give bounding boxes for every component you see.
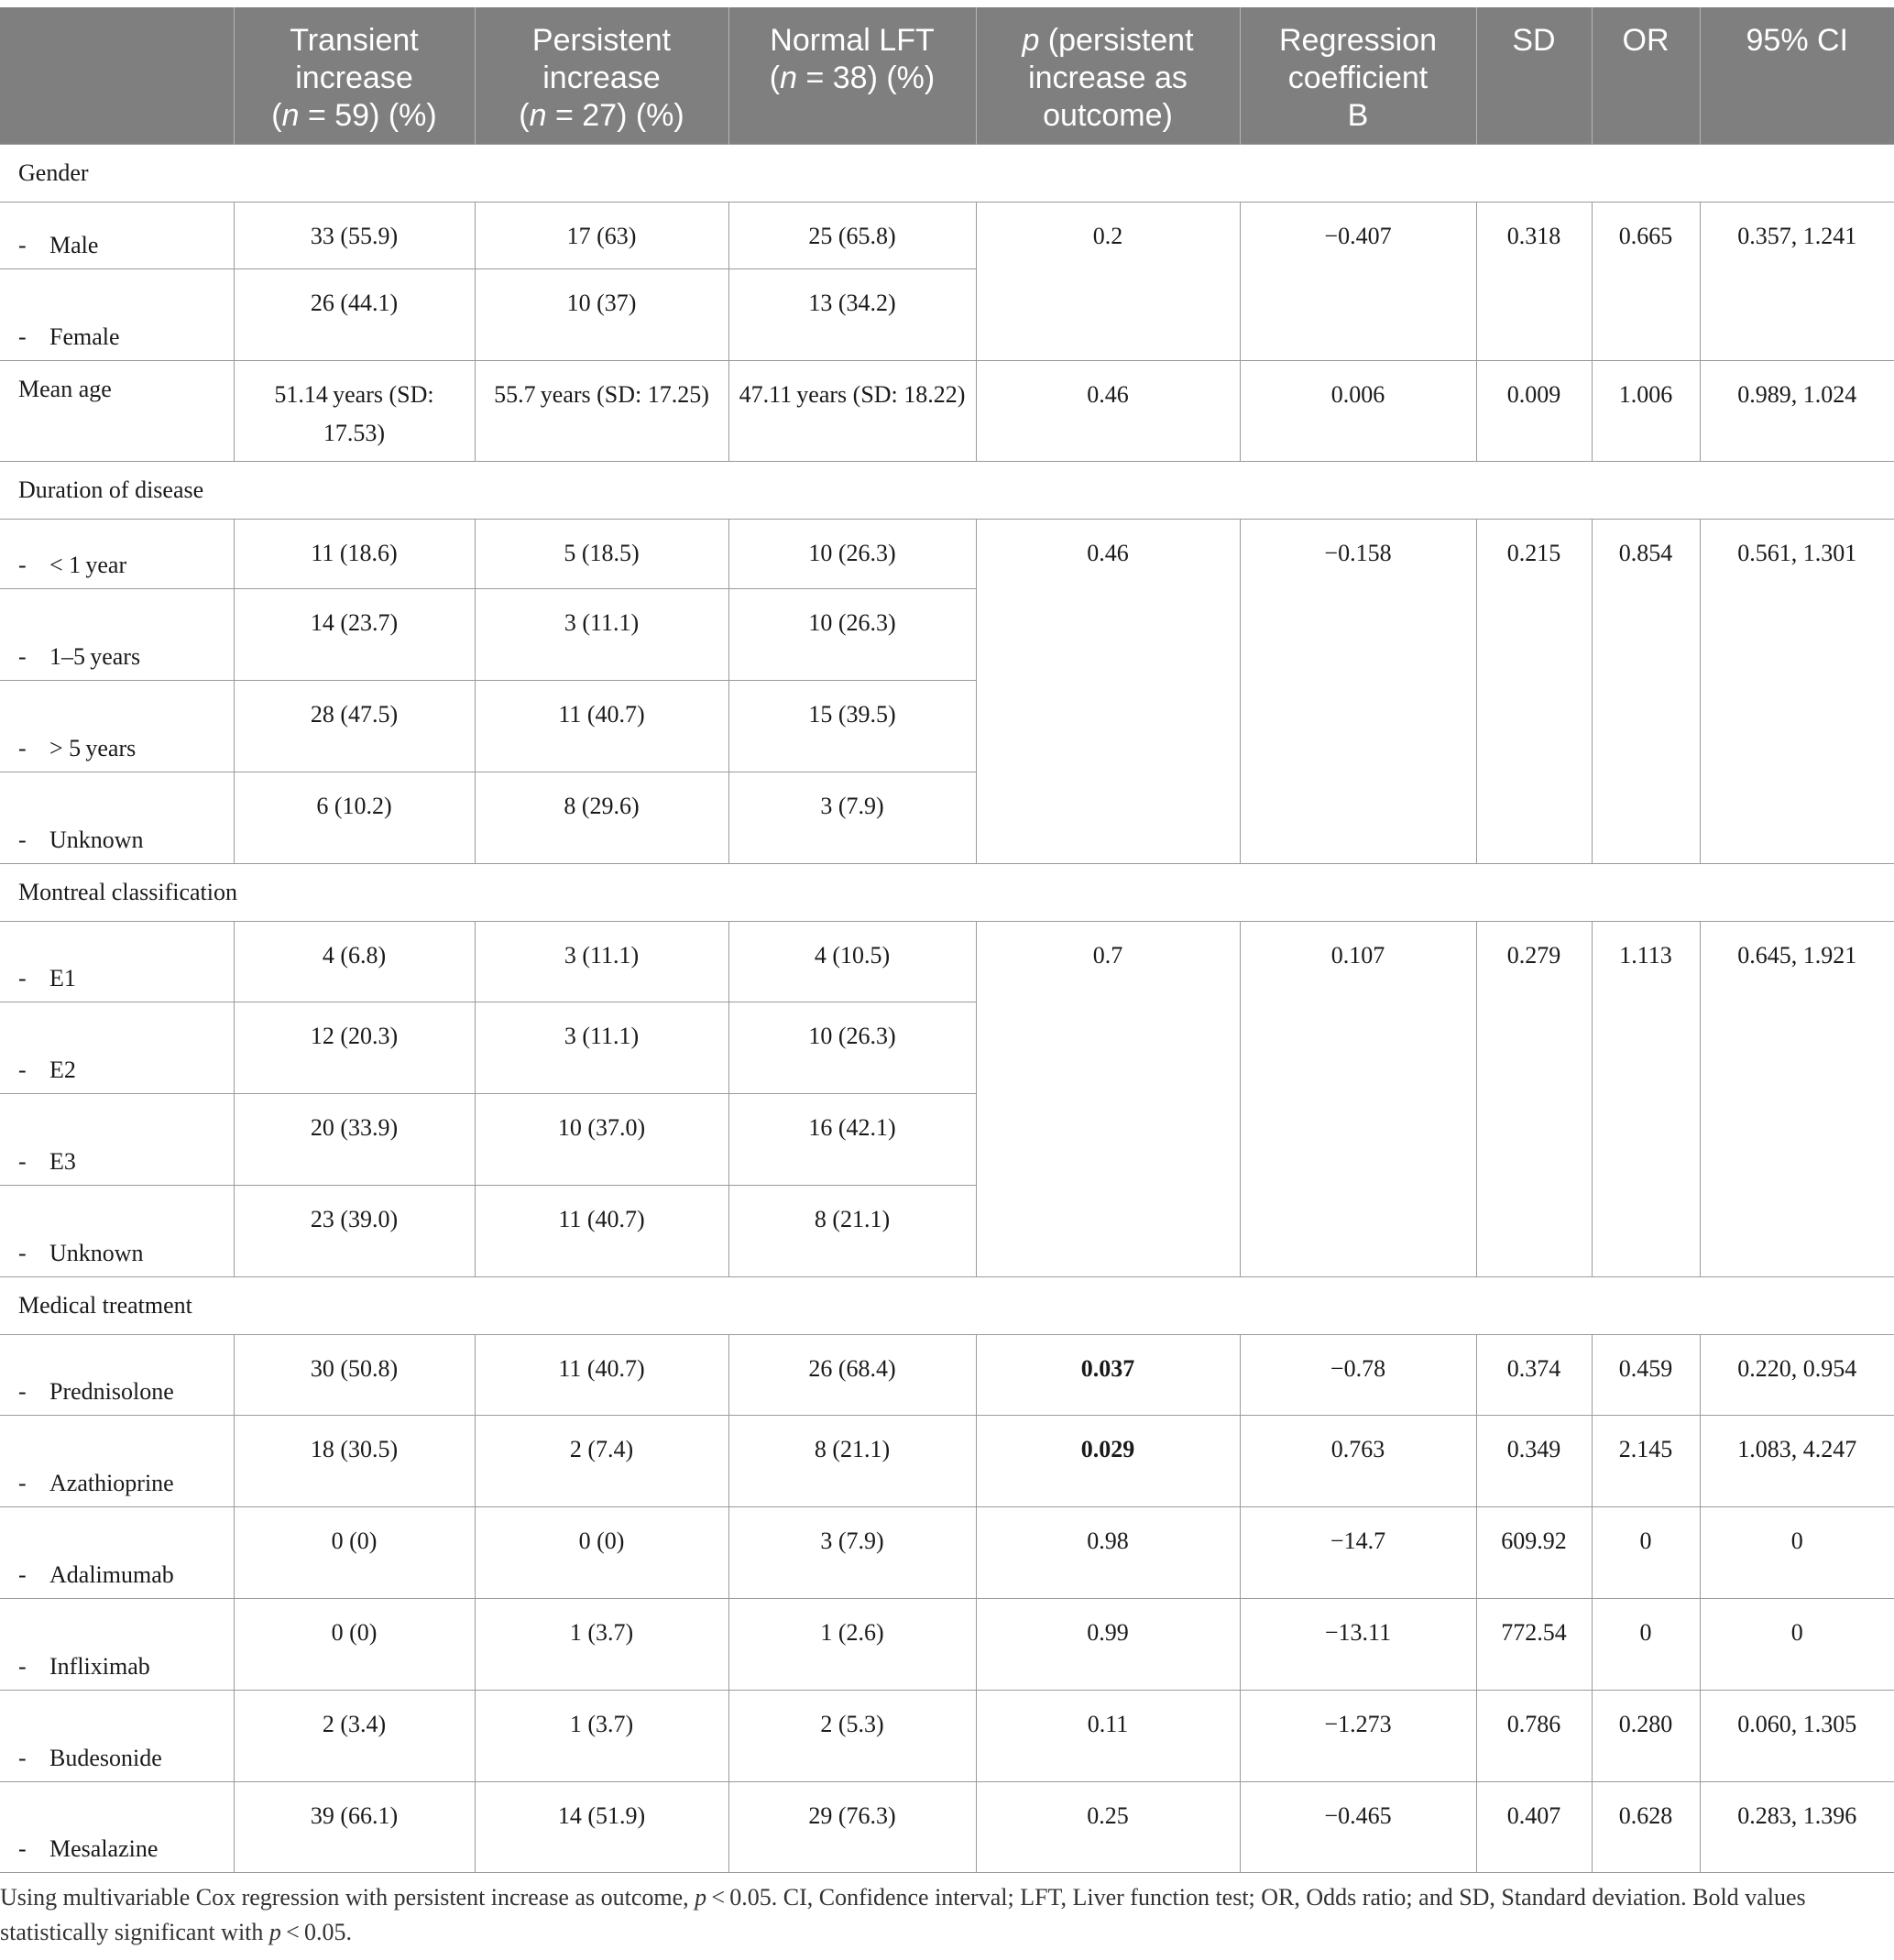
cell-sd: 0.009	[1476, 361, 1592, 462]
cell-normal: 10 (26.3)	[728, 1002, 976, 1094]
header-sd: SD	[1476, 7, 1592, 145]
row-label: - 1–5 years	[0, 589, 234, 681]
cell-transient: 6 (10.2)	[234, 772, 475, 864]
cell-or: 0.854	[1592, 520, 1700, 864]
cell-ci: 0.989, 1.024	[1700, 361, 1894, 462]
table-row	[0, 1335, 1894, 1416]
cell-or: 0.459	[1592, 1335, 1700, 1416]
row-label: - Prednisolone	[0, 1335, 234, 1416]
cell-ci: 1.083, 4.247	[1700, 1416, 1894, 1507]
cell-normal: 8 (21.1)	[728, 1416, 976, 1507]
cell-b: −0.158	[1240, 520, 1476, 864]
section-title: Duration of disease	[0, 462, 1894, 520]
cell-transient: 2 (3.4)	[234, 1691, 475, 1782]
table-row	[0, 1599, 1894, 1691]
cell-ci: 0.060, 1.305	[1700, 1691, 1894, 1782]
cell-ci: 0.645, 1.921	[1700, 922, 1894, 1277]
cell-persistent: 3 (11.1)	[475, 922, 728, 1002]
cell-transient: 30 (50.8)	[234, 1335, 475, 1416]
header-or: OR	[1592, 7, 1700, 145]
cell-normal: 1 (2.6)	[728, 1599, 976, 1691]
table-footnote: Using multivariable Cox regression with persistent increase as outcome, p < 0.05. CI, Confidence interval; LFT, Liver function test; OR, Odds ratio; and SD, Standard deviation. Bold values statistically significant with p < 0.05.	[0, 1884, 1806, 1945]
cell-persistent: 17 (63)	[475, 203, 728, 269]
cell-persistent: 5 (18.5)	[475, 520, 728, 589]
cell-p: 0.98	[976, 1507, 1240, 1599]
cell-p: 0.99	[976, 1599, 1240, 1691]
cell-persistent: 1 (3.7)	[475, 1599, 728, 1691]
section-title: Medical treatment	[0, 1277, 1894, 1335]
cell-or: 0.280	[1592, 1691, 1700, 1782]
cell-sd: 0.407	[1476, 1782, 1592, 1873]
cell-persistent: 3 (11.1)	[475, 589, 728, 681]
cell-transient: 14 (23.7)	[234, 589, 475, 681]
cell-persistent: 11 (40.7)	[475, 1186, 728, 1277]
cell-or: 2.145	[1592, 1416, 1700, 1507]
cell-or: 0.665	[1592, 203, 1700, 361]
table-row	[0, 203, 1894, 269]
cell-or: 0.628	[1592, 1782, 1700, 1873]
cell-transient: 11 (18.6)	[234, 520, 475, 589]
cell-p: 0.029	[976, 1416, 1240, 1507]
cell-persistent: 55.7 years (SD: 17.25)	[475, 361, 728, 462]
cell-normal: 13 (34.2)	[728, 269, 976, 361]
cell-transient: 4 (6.8)	[234, 922, 475, 1002]
cell-b: −14.7	[1240, 1507, 1476, 1599]
row-label: - E2	[0, 1002, 234, 1094]
cell-sd: 609.92	[1476, 1507, 1592, 1599]
cell-persistent: 14 (51.9)	[475, 1782, 728, 1873]
row-label: - Unknown	[0, 772, 234, 864]
cell-transient: 39 (66.1)	[234, 1782, 475, 1873]
cell-p: 0.7	[976, 922, 1240, 1277]
cell-b: −0.465	[1240, 1782, 1476, 1873]
header-transient: Transient increase (n = 59) (%)	[234, 7, 475, 145]
cell-normal: 10 (26.3)	[728, 520, 976, 589]
cell-normal: 25 (65.8)	[728, 203, 976, 269]
row-label: - > 5 years	[0, 681, 234, 772]
cell-b: −0.407	[1240, 203, 1476, 361]
table-row	[0, 1782, 1894, 1873]
cell-p: 0.46	[976, 520, 1240, 864]
cell-ci: 0	[1700, 1599, 1894, 1691]
cell-sd: 0.374	[1476, 1335, 1592, 1416]
cell-normal: 3 (7.9)	[728, 1507, 976, 1599]
row-label: - Male	[0, 203, 234, 269]
cell-persistent: 0 (0)	[475, 1507, 728, 1599]
cell-sd: 772.54	[1476, 1599, 1592, 1691]
cell-persistent: 8 (29.6)	[475, 772, 728, 864]
cell-persistent: 10 (37.0)	[475, 1094, 728, 1186]
table-row	[0, 520, 1894, 589]
cell-sd: 0.318	[1476, 203, 1592, 361]
results-table	[0, 7, 1894, 1873]
row-label: - Infliximab	[0, 1599, 234, 1691]
cell-sd: 0.786	[1476, 1691, 1592, 1782]
cell-ci: 0	[1700, 1507, 1894, 1599]
cell-p: 0.25	[976, 1782, 1240, 1873]
cell-transient: 51.14 years (SD: 17.53)	[234, 361, 475, 462]
cell-or: 1.006	[1592, 361, 1700, 462]
cell-p: 0.2	[976, 203, 1240, 361]
header-regression-b: Regression coefficient B	[1240, 7, 1476, 145]
cell-normal: 8 (21.1)	[728, 1186, 976, 1277]
table-row	[0, 922, 1894, 1002]
cell-normal: 16 (42.1)	[728, 1094, 976, 1186]
row-label: - Female	[0, 269, 234, 361]
table-row	[0, 1691, 1894, 1782]
cell-sd: 0.349	[1476, 1416, 1592, 1507]
header-empty	[0, 7, 234, 145]
cell-p: 0.037	[976, 1335, 1240, 1416]
cell-b: −0.78	[1240, 1335, 1476, 1416]
cell-b: −13.11	[1240, 1599, 1476, 1691]
header-persistent: Persistent increase (n = 27) (%)	[475, 7, 728, 145]
cell-b: −1.273	[1240, 1691, 1476, 1782]
section-row-gender	[0, 145, 1894, 203]
row-label: Mean age	[0, 361, 234, 462]
cell-b: 0.763	[1240, 1416, 1476, 1507]
cell-ci: 0.561, 1.301	[1700, 520, 1894, 864]
cell-persistent: 2 (7.4)	[475, 1416, 728, 1507]
header-ci: 95% CI	[1700, 7, 1894, 145]
cell-or: 0	[1592, 1599, 1700, 1691]
header-p-value: p (persistent increase as outcome)	[976, 7, 1240, 145]
row-label: - Azathioprine	[0, 1416, 234, 1507]
cell-ci: 0.357, 1.241	[1700, 203, 1894, 361]
cell-normal: 10 (26.3)	[728, 589, 976, 681]
cell-transient: 0 (0)	[234, 1507, 475, 1599]
cell-sd: 0.215	[1476, 520, 1592, 864]
cell-normal: 3 (7.9)	[728, 772, 976, 864]
row-label: - Adalimumab	[0, 1507, 234, 1599]
cell-normal: 29 (76.3)	[728, 1782, 976, 1873]
cell-or: 0	[1592, 1507, 1700, 1599]
cell-persistent: 11 (40.7)	[475, 1335, 728, 1416]
section-title: Gender	[0, 145, 1894, 203]
cell-ci: 0.220, 0.954	[1700, 1335, 1894, 1416]
cell-b: 0.107	[1240, 922, 1476, 1277]
cell-transient: 20 (33.9)	[234, 1094, 475, 1186]
header-normal-lft: Normal LFT (n = 38) (%)	[728, 7, 976, 145]
cell-normal: 15 (39.5)	[728, 681, 976, 772]
cell-sd: 0.279	[1476, 922, 1592, 1277]
cell-persistent: 11 (40.7)	[475, 681, 728, 772]
section-title: Montreal classification	[0, 864, 1894, 922]
cell-transient: 33 (55.9)	[234, 203, 475, 269]
cell-normal: 2 (5.3)	[728, 1691, 976, 1782]
table-container	[0, 7, 1894, 1873]
row-label: - Budesonide	[0, 1691, 234, 1782]
cell-normal: 4 (10.5)	[728, 922, 976, 1002]
cell-or: 1.113	[1592, 922, 1700, 1277]
row-label: - Unknown	[0, 1186, 234, 1277]
cell-p: 0.46	[976, 361, 1240, 462]
cell-normal: 47.11 years (SD: 18.22)	[728, 361, 976, 462]
section-row-duration	[0, 462, 1894, 520]
header-row	[0, 7, 1894, 145]
cell-normal: 26 (68.4)	[728, 1335, 976, 1416]
cell-transient: 28 (47.5)	[234, 681, 475, 772]
section-row-montreal	[0, 864, 1894, 922]
row-label: - E1	[0, 922, 234, 1002]
cell-transient: 18 (30.5)	[234, 1416, 475, 1507]
cell-p: 0.11	[976, 1691, 1240, 1782]
cell-persistent: 3 (11.1)	[475, 1002, 728, 1094]
cell-persistent: 10 (37)	[475, 269, 728, 361]
cell-transient: 23 (39.0)	[234, 1186, 475, 1277]
cell-b: 0.006	[1240, 361, 1476, 462]
row-label: - E3	[0, 1094, 234, 1186]
cell-persistent: 1 (3.7)	[475, 1691, 728, 1782]
row-label: - Mesalazine	[0, 1782, 234, 1873]
table-row	[0, 1507, 1894, 1599]
cell-transient: 0 (0)	[234, 1599, 475, 1691]
table-row-mean-age	[0, 361, 1894, 462]
table-row	[0, 1416, 1894, 1507]
section-row-treatment	[0, 1277, 1894, 1335]
cell-transient: 12 (20.3)	[234, 1002, 475, 1094]
cell-ci: 0.283, 1.396	[1700, 1782, 1894, 1873]
row-label: - < 1 year	[0, 520, 234, 589]
cell-transient: 26 (44.1)	[234, 269, 475, 361]
